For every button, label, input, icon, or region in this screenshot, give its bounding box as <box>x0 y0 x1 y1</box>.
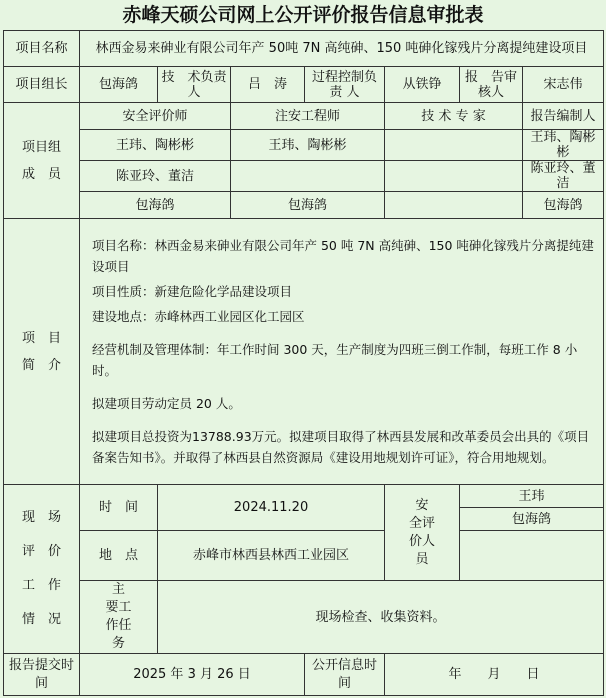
member-cell <box>385 192 523 219</box>
approval-table <box>3 30 604 696</box>
publish-value: 年 月 日 <box>385 654 604 696</box>
intro-line: 拟建项目总投资为13788.93万元。拟建项目取得了林西县发展和改革委员会出具的《项目备案告知书》。并取得了林西县自然资源局《建设用地规划许可证》，符合用地规划。 <box>92 429 590 465</box>
intro-line: 拟建项目劳动定员 20 人。 <box>92 396 241 411</box>
member-cell: 王玮、陶彬彬 <box>80 130 231 161</box>
member-cell <box>385 130 523 161</box>
member-cell: 包海鸽 <box>80 192 231 219</box>
safety-staff-cell: 包海鸽 <box>460 508 604 531</box>
member-cell: 王玮、陶彬彬 <box>231 130 385 161</box>
members-header-author: 报告编制人 <box>523 103 604 130</box>
member-cell <box>231 161 385 192</box>
time-label: 时 间 <box>80 485 158 531</box>
intro-label <box>4 219 80 485</box>
time-value: 2024.11.20 <box>158 485 385 531</box>
publish-label: 公开信息时 间 <box>305 654 385 696</box>
member-cell: 陈亚玲、董洁 <box>523 161 604 192</box>
intro-line: 项目性质：新建危险化学品建设项目 <box>92 284 293 299</box>
member-cell: 王玮、陶彬彬 <box>523 130 604 161</box>
submit-value: 2025 年 3 月 26 日 <box>80 654 305 696</box>
task-label: 主 要工 作任 务 <box>80 581 158 654</box>
member-cell: 陈亚玲、董洁 <box>80 161 231 192</box>
intro-line: 项目名称：林西金易来砷业有限公司年产 50 吨 7N 高纯砷、150 吨砷化镓残片分离提纯建设项目 <box>92 238 594 274</box>
safety-staff-label: 安 全评 价人 员 <box>385 485 460 581</box>
members-header-evaluator: 安全评价师 <box>80 103 231 130</box>
member-cell: 包海鸽 <box>523 192 604 219</box>
safety-staff-cell <box>460 531 604 581</box>
reviewer-value: 宋志伟 <box>523 67 604 103</box>
site-work-label <box>4 485 80 654</box>
submit-label: 报告提交时 间 <box>4 654 80 696</box>
member-cell <box>385 161 523 192</box>
members-label-line: 项目组 <box>21 139 61 155</box>
tech-lead-label: 技 术负责人 <box>158 67 231 103</box>
process-lead-label: 过程控制负 责 人 <box>305 67 385 103</box>
site-work-label-line: 工 作 <box>21 578 61 593</box>
safety-staff-cell: 王玮 <box>460 485 604 508</box>
intro-content <box>80 219 604 485</box>
members-header-engineer: 注安工程师 <box>231 103 385 130</box>
intro-label-line: 项 目 <box>21 330 61 346</box>
tech-lead-value: 吕 涛 <box>231 67 305 103</box>
intro-line: 建设地点：赤峰林西工业园区化工园区 <box>92 309 305 324</box>
process-lead-value: 从铁铮 <box>385 67 460 103</box>
members-header-expert: 技 术 专 家 <box>385 103 523 130</box>
leader-label: 项目组长 <box>4 67 80 103</box>
leader-value: 包海鸽 <box>80 67 158 103</box>
intro-label-line: 简 介 <box>21 357 61 373</box>
place-value: 赤峰市林西县林西工业园区 <box>158 531 385 581</box>
project-name-label: 项目名称 <box>4 31 80 67</box>
members-label-line: 成 员 <box>21 166 61 182</box>
place-label: 地 点 <box>80 531 158 581</box>
member-cell: 包海鸽 <box>231 192 385 219</box>
page-title: 赤峰天硕公司网上公开评价报告信息审批表 <box>122 4 484 26</box>
reviewer-label: 报 告审核人 <box>460 67 523 103</box>
intro-line: 经营机制及管理体制：年工作时间 300 天，生产制度为四班三倒工作制，每班工作 8 小时。 <box>92 342 578 378</box>
members-label <box>4 103 80 219</box>
site-work-label-line: 现 场 <box>21 510 61 525</box>
site-work-label-line: 评 价 <box>21 544 61 559</box>
site-work-label-line: 情 况 <box>21 612 61 627</box>
project-name-value: 林西金易来砷业有限公司年产 50吨 7N 高纯砷、150 吨砷化镓残片分离提纯建设项目 <box>80 31 604 67</box>
task-value: 现场检查、收集资料。 <box>158 581 604 654</box>
